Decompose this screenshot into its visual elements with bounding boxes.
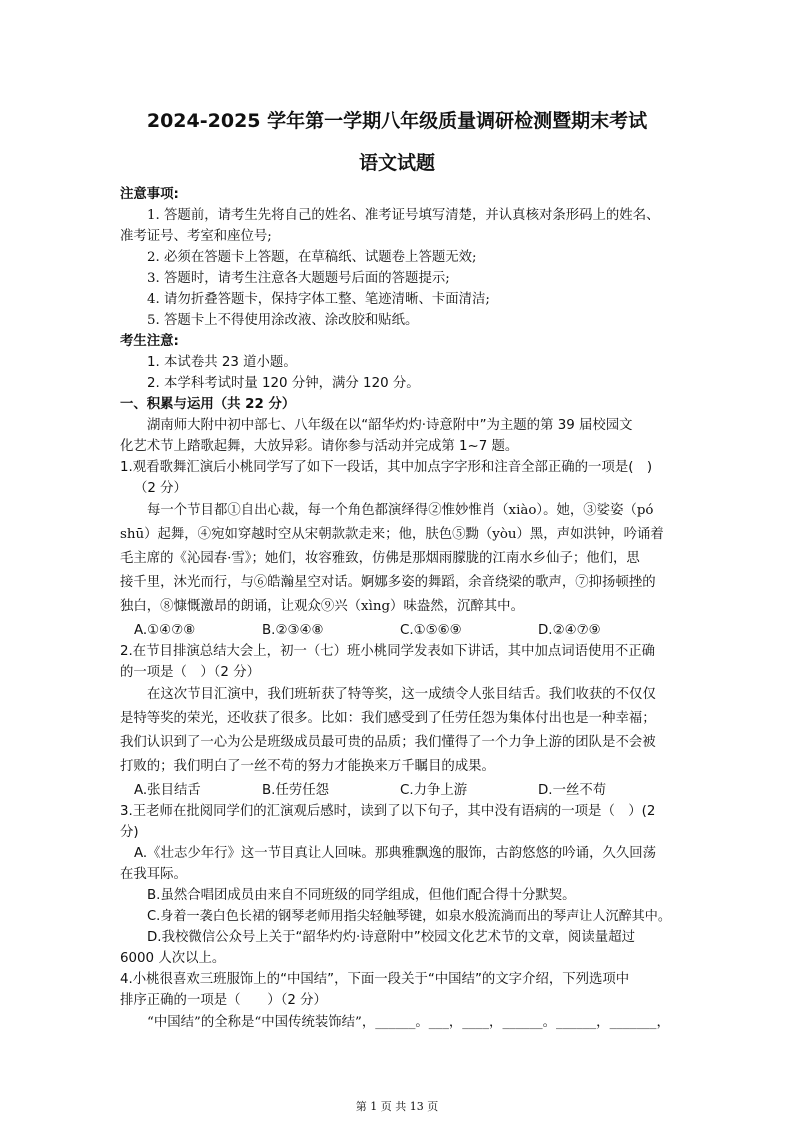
q3-stem: 分) [120, 825, 139, 840]
q3-option-a-cont[interactable]: 在我耳际。 [120, 867, 187, 882]
q1-option-c[interactable]: C.①⑤⑥⑨ [400, 623, 462, 638]
notice-item: 4. 请勿折叠答题卡，保持字体工整、笔迹清晰、卡面清洁; [147, 292, 490, 307]
q1-stem: （2 分） [134, 481, 187, 496]
q1-passage: 每一个节目都①自出心裁，每一个角色都演绎得②惟妙惟肖（xiào）。她，③娑姿（pó [147, 503, 654, 518]
q3-option-d[interactable]: D.我校微信公众号上关于“韶华灼灼·诗意附中”校园文化艺术节的文章，阅读量超过 [147, 930, 635, 945]
q2-option-a[interactable]: A.张目结舌 [134, 783, 201, 798]
q4-stem: 排序正确的一项是（ ）（2 分） [120, 993, 327, 1008]
q1-passage: 接千里，沐光而行，与⑥皓瀚星空对话。婀娜多姿的舞蹈，余音绕梁的歌声，⑦抑扬顿挫的 [120, 575, 656, 590]
q1-passage: shū）起舞，④宛如穿越时空从宋朝款款走来；他，肤色⑤黝（yòu）黑，声如洪钟，吟诵着 [120, 527, 664, 542]
section-heading: 一、积累与运用（共 22 分） [120, 397, 296, 412]
q2-option-b[interactable]: B.任劳任怨 [262, 783, 330, 798]
q2-stem: 的一项是（ ）（2 分） [120, 665, 260, 680]
notice-item: 准考证号、考室和座位号; [120, 229, 272, 244]
q1-passage: 独白，⑧慷慨激昂的朗诵，让观众⑨兴（xìng）味盎然，沉醉其中。 [120, 599, 524, 614]
q2-passage: 在这次节目汇演中，我们班斩获了特等奖，这一成绩令人张目结舌。我们收获的不仅仅 [147, 687, 656, 702]
notice-item: 5. 答题卡上不得使用涂改液、涂改胶和贴纸。 [147, 313, 419, 328]
notice-item: 1. 答题前，请考生先将自己的姓名、准考证号填写清楚，并认真核对条形码上的姓名、 [147, 208, 660, 223]
q1-option-b[interactable]: B.②③④⑧ [262, 623, 324, 638]
q4-passage: “中国结”的全称是“中国传统装饰结”，______。___，____，______。______，_______， [147, 1015, 670, 1030]
candidate-item: 2. 本学科考试时量 120 分钟，满分 120 分。 [147, 376, 420, 391]
q3-stem: 3.王老师在批阅同学们的汇演观后感时，读到了以下句子，其中没有语病的一项是（ ）(2 [120, 804, 656, 819]
q1-option-a[interactable]: A.①④⑦⑧ [134, 623, 196, 638]
q2-option-d[interactable]: D.一丝不苟 [538, 783, 607, 798]
notice-item: 3. 答题时，请考生注意各大题题号后面的答题提示; [147, 271, 450, 286]
q4-stem: 4.小桃很喜欢三班服饰上的“中国结”，下面一段关于“中国结”的文字介绍，下列选项中 [120, 972, 630, 987]
notice-heading: 注意事项: [120, 187, 179, 202]
q1-passage: 毛主席的《沁园春·雪》；她们，妆容雅致，仿佛是那烟雨朦胧的江南水乡仙子；他们，思 [120, 551, 640, 566]
q2-option-c[interactable]: C.力争上游 [400, 783, 468, 798]
q2-passage: 我们认识到了一心为公是班级成员最可贵的品质；我们懂得了一个力争上游的团队是不会被 [120, 735, 656, 750]
intro-line: 湖南师大附中初中部七、八年级在以“韶华灼灼·诗意附中”为主题的第 39 届校园文 [147, 418, 633, 433]
intro-line: 化艺术节上踏歌起舞，大放异彩。请你参与活动并完成第 1~7 题。 [120, 439, 519, 454]
q3-option-d-cont[interactable]: 6000 人次以上。 [120, 951, 226, 966]
q2-passage: 打败的；我们明白了一丝不苟的努力才能换来万千瞩目的成果。 [120, 759, 495, 774]
q1-stem: 1.观看歌舞汇演后小桃同学写了如下一段话，其中加点字字形和注音全部正确的一项是( ) [120, 460, 653, 475]
exam-subtitle: 语文试题 [358, 152, 435, 174]
q3-option-a[interactable]: A.《壮志少年行》这一节目真让人回味。那典雅飘逸的服饰，古韵悠悠的吟诵，久久回荡 [134, 846, 657, 861]
page-footer: 第 1 页 共 13 页 [355, 1100, 439, 1113]
q2-passage: 是特等奖的荣光，还收获了很多。比如：我们感受到了任劳任怨为集体付出也是一种幸福； [120, 711, 656, 726]
q1-option-d[interactable]: D.②④⑦⑨ [538, 623, 601, 638]
exam-title: 2024-2025 学年第一学期八年级质量调研检测暨期末考试 [146, 110, 648, 132]
q2-stem: 2.在节目排演总结大会上，初一（七）班小桃同学发表如下讲话，其中加点词语使用不正确 [120, 644, 656, 659]
notice-item: 2. 必须在答题卡上答题，在草稿纸、试题卷上答题无效; [147, 250, 477, 265]
candidate-item: 1. 本试卷共 23 道小题。 [147, 355, 297, 370]
q3-option-b[interactable]: B.虽然合唱团成员由来自不同班级的同学组成，但他们配合得十分默契。 [147, 888, 576, 903]
candidate-heading: 考生注意: [120, 334, 179, 349]
q3-option-c[interactable]: C.身着一袭白色长裙的钢琴老师用指尖轻触琴键，如泉水般流淌而出的琴声让人沉醉其中。 [147, 909, 671, 924]
